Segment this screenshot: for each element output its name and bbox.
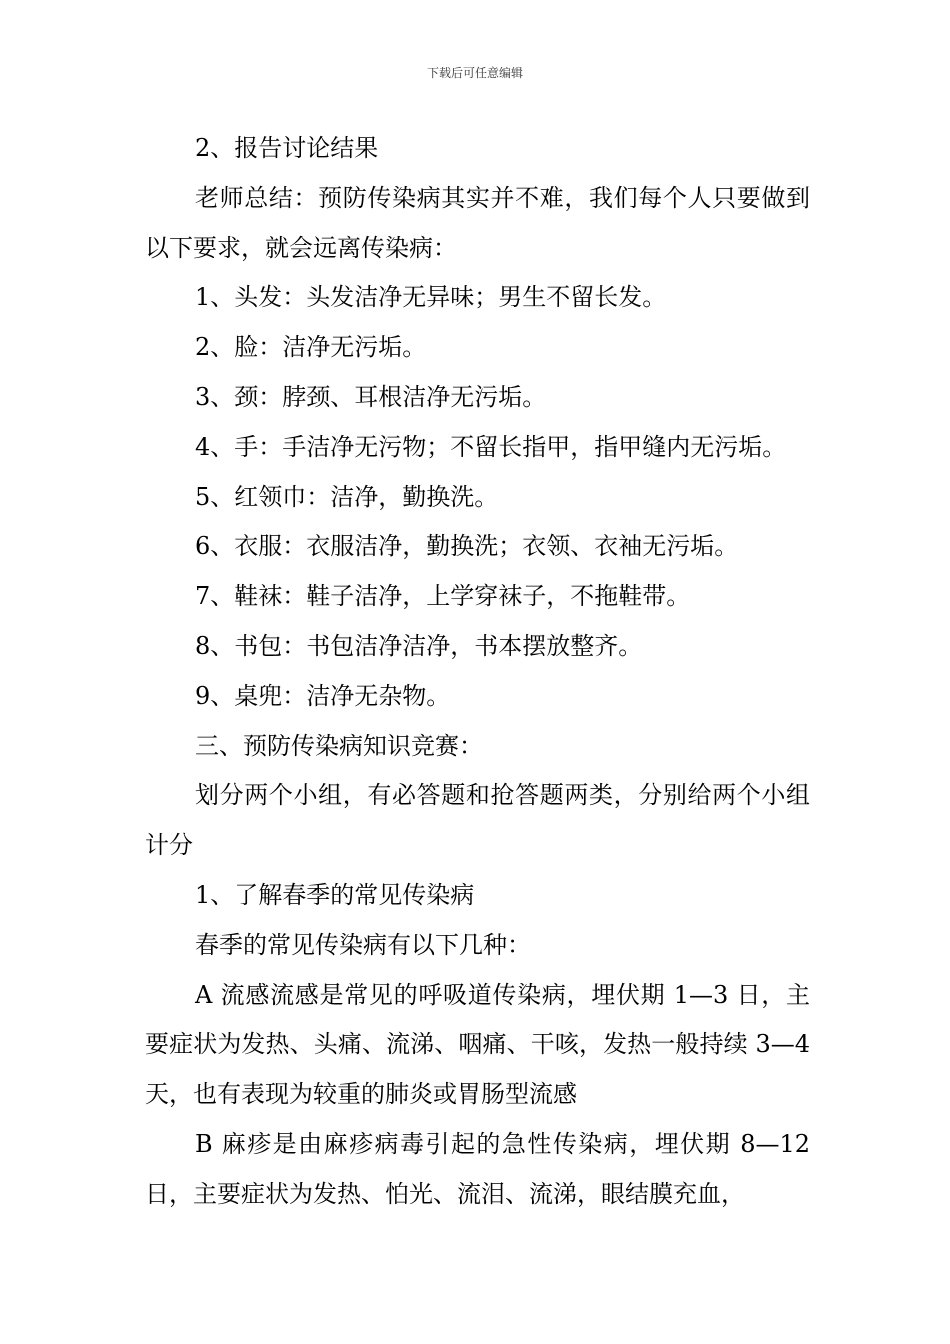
paragraph-influenza: A 流感流感是常见的呼吸道传染病，埋伏期 1—3 日，主要症状为发热、头痛、流涕、咽痛、干咳，发热一般持续 3—4 天，也有表现为较重的肺炎或胃肠型流感 [145, 980, 810, 1109]
list-item-shoes-socks: 7、鞋袜：鞋子洁净，上学穿袜子，不拖鞋带。 [195, 582, 691, 611]
page-header: 下载后可任意编辑 [426, 66, 523, 80]
subheading-spring-diseases: 1、了解春季的常见传染病 [195, 880, 475, 909]
paragraph-groups: 划分两个小组，有必答题和抢答题两类，分别给两个小组计分 [145, 781, 810, 860]
list-item-clothes: 6、衣服：衣服洁净，勤换洗；衣领、衣袖无污垢。 [195, 532, 739, 561]
document-body [145, 124, 810, 1220]
list-item-schoolbag: 8、书包：书包洁净洁净，书本摆放整齐。 [195, 631, 643, 660]
list-item-face: 2、脸：洁净无污垢。 [195, 333, 427, 362]
paragraph-teacher-summary: 老师总结：预防传染病其实并不难，我们每个人只要做到以下要求，就会远离传染病： [145, 183, 810, 262]
paragraph-disease-intro: 春季的常见传染病有以下几种： [195, 930, 531, 959]
list-item-red-scarf: 5、红领巾：洁净，勤换洗。 [195, 482, 499, 511]
section-heading-quiz: 三、预防传染病知识竞赛： [195, 731, 483, 760]
paragraph-report-results: 2、报告讨论结果 [195, 134, 379, 162]
list-item-hair: 1、头发：头发洁净无异味；男生不留长发。 [195, 283, 667, 312]
list-item-neck: 3、颈：脖颈、耳根洁净无污垢。 [195, 382, 547, 411]
list-item-hands: 4、手：手洁净无污物；不留长指甲，指甲缝内无污垢。 [195, 432, 787, 461]
list-item-desk: 9、桌兜：洁净无杂物。 [195, 681, 451, 710]
paragraph-measles: B 麻疹是由麻疹病毒引起的急性传染病，埋伏期 8—12 日，主要症状为发热、怕光、流泪、流涕，眼结膜充血， [145, 1129, 810, 1208]
